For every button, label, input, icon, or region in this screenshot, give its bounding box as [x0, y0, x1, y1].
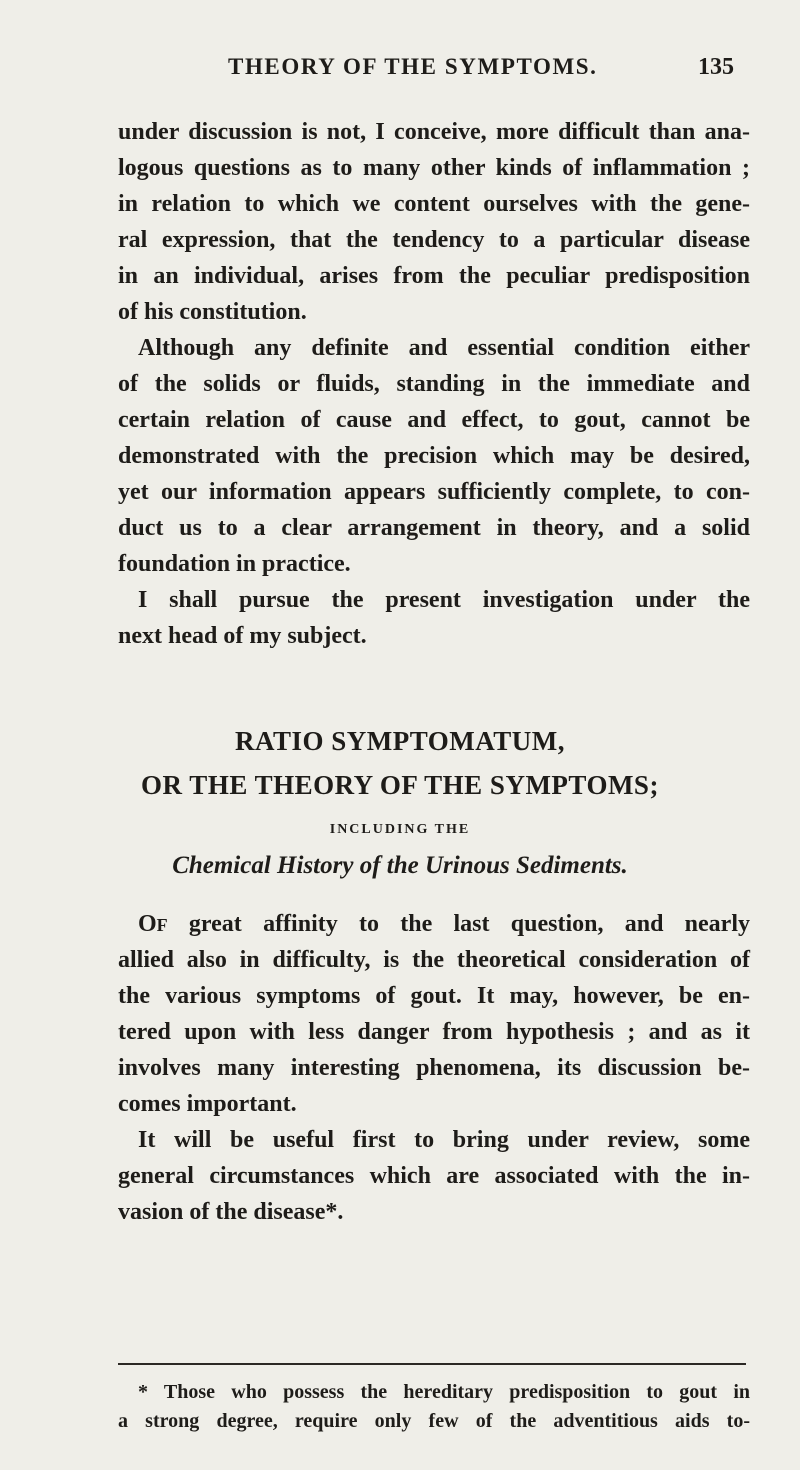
- running-title: THEORY OF THE SYMPTOMS.: [228, 54, 598, 79]
- section-subtitle: OR THE THEORY OF THE SYMPTOMS;: [141, 770, 659, 800]
- text-line: foundation in practice.: [118, 551, 351, 577]
- text-line: It will be useful first to bring under review, some: [138, 1127, 750, 1153]
- text-line: demonstrated with the precision which may be desired,: [118, 443, 750, 469]
- section-italic-subtitle: Chemical History of the Urinous Sediments.: [172, 852, 628, 879]
- section-paragraphs: [118, 906, 750, 1230]
- first-line-rest: great affinity to the last question, and nearly: [167, 911, 750, 937]
- footnote-rule: [118, 1363, 746, 1365]
- text-line: tered upon with less danger from hypothesis ; and as it: [118, 1019, 750, 1045]
- text-line: vasion of the disease*.: [118, 1199, 344, 1225]
- text-line: Although any definite and essential condition either: [138, 335, 750, 361]
- paragraph-block-continuation: [118, 114, 750, 654]
- page-number: 135: [698, 54, 734, 80]
- text-line: duct us to a clear arrangement in theory, and a solid: [118, 515, 750, 541]
- running-head: [0, 54, 800, 88]
- drop-initial: O: [138, 911, 157, 937]
- text-line: under discussion is not, I conceive, more difficult than ana-: [118, 119, 750, 145]
- text-line: the various symptoms of gout. It may, however, be en-: [118, 983, 750, 1009]
- text-line: general circumstances which are associated with the in-: [118, 1163, 750, 1189]
- text-line: allied also in difficulty, is the theoretical consideration of: [118, 947, 750, 973]
- section-title: RATIO SYMPTOMATUM,: [235, 726, 565, 756]
- section-connector: INCLUDING THE: [329, 822, 471, 837]
- small-caps-rest: F: [156, 915, 168, 935]
- text-line: I shall pursue the present investigation under the: [138, 587, 750, 613]
- footnote-line: a strong degree, require only few of the adventitious aids to-: [118, 1410, 750, 1432]
- text-line: next head of my subject.: [118, 623, 367, 649]
- text-line: yet our information appears sufficiently complete, to con-: [118, 479, 750, 505]
- text-line: ral expression, that the tendency to a particular disease: [118, 227, 750, 253]
- text-line: logous questions as to many other kinds of inflammation ;: [118, 155, 750, 181]
- text-line: in relation to which we content ourselves with the gene-: [118, 191, 750, 217]
- text-line: certain relation of cause and effect, to gout, cannot be: [118, 407, 750, 433]
- text-line: in an individual, arises from the peculiar predisposition: [118, 263, 750, 289]
- text-line: of the solids or fluids, standing in the immediate and: [118, 371, 750, 397]
- text-line: comes important.: [118, 1091, 297, 1117]
- text-line: involves many interesting phenomena, its discussion be-: [118, 1055, 750, 1081]
- footnote: [118, 1378, 750, 1436]
- text-line: of his constitution.: [118, 299, 307, 325]
- footnote-line: * Those who possess the hereditary predisposition to gout in: [138, 1381, 750, 1403]
- text-line-first: [118, 906, 750, 942]
